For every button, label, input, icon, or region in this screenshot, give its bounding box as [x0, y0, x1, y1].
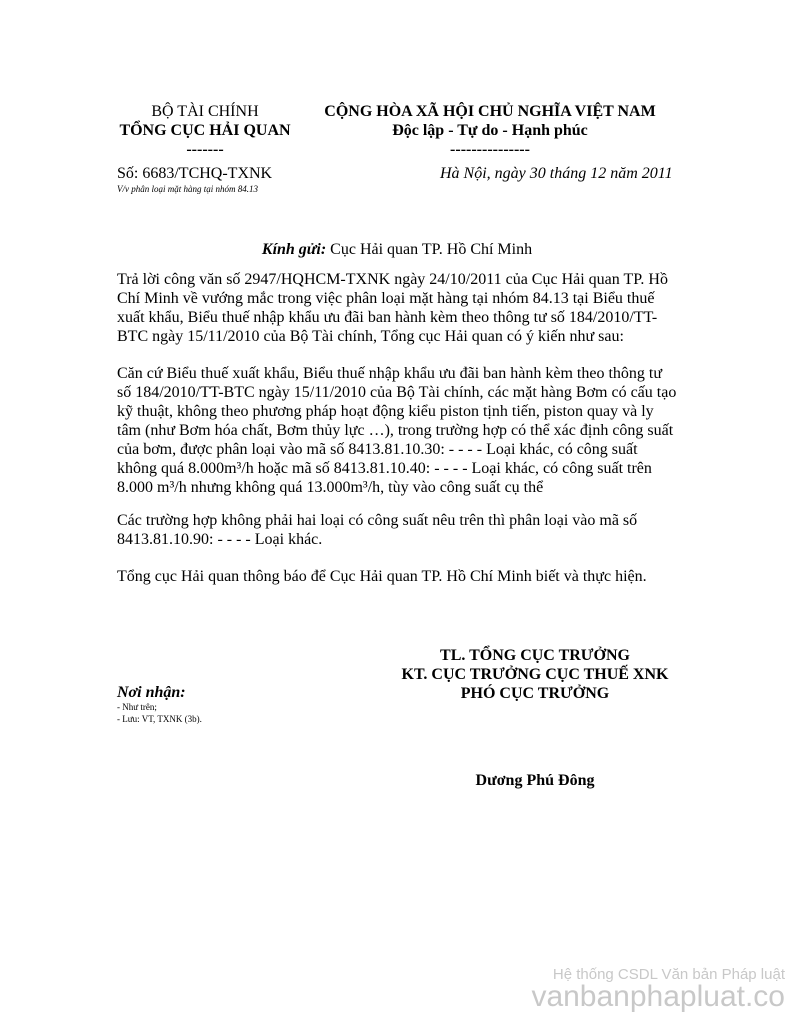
national-motto: Độc lập - Tự do - Hạnh phúc [392, 122, 588, 139]
watermark-line-2: vanbanphapluat.co [531, 980, 785, 1013]
issuer-block [100, 102, 310, 159]
body-paragraph-1: Trả lời công văn số 2947/HQHCM-TXNK ngày 24/10/2011 của Cục Hải quan TP. Hồ Chí Minh về vướng mắc trong việc phân loại mặt hàng tại nhóm 84.13 tại Biểu thuế xuất khẩu, Biểu thuế nhập khẩu ưu đãi ban hành kèm theo thông tư số 184/2010/TT-BTC ngày 15/11/2010 của Bộ Tài chính, Tổng cục Hải quan có ý kiến như sau: [117, 271, 668, 345]
recipient-name: Cục Hải quan TP. Hồ Chí Minh [326, 241, 533, 258]
signature-line-1: TL. TỔNG CỤC TRƯỞNG [440, 647, 630, 664]
place-date: Hà Nội, ngày 30 tháng 12 năm 2011 [440, 165, 673, 182]
recipients-item: - Như trên; [117, 702, 157, 712]
signature-block [385, 646, 685, 703]
body-paragraph-2: Căn cứ Biểu thuế xuất khẩu, Biểu thuế nhập khẩu ưu đãi ban hành kèm theo thông tư số 184/2010/TT-BTC ngày 15/11/2010 của Bộ Tài chính, các mặt hàng Bơm có cấu tạo kỹ thuật, không theo phương pháp hoạt động kiểu piston tịnh tiến, piston quay và ly tâm (như Bơm hóa chất, Bơm thủy lực …), trong trường hợp có thể xác định công suất của bơm, được phân loại vào mã số 8413.81.10.30: - - - - Loại khác, có công suất không quá 8.000m³/h hoặc mã số 8413.81.10.40: - - - - Loại khác, có công suất trên 8.000 m³/h nhưng không quá 13.000m³/h, tùy vào công suất cụ thể [117, 365, 677, 496]
recipient-label: Kính gửi: [261, 241, 327, 258]
watermark-line-1: Hệ thống CSDL Văn bản Pháp luật [552, 966, 785, 983]
signature-line-2: KT. CỤC TRƯỞNG CỤC THUẾ XNK [401, 666, 669, 683]
recipients-title: Nơi nhận: [117, 684, 186, 701]
signer-name: Dương Phú Đông [475, 772, 595, 789]
body-paragraph-4: Tổng cục Hải quan thông báo để Cục Hải quan TP. Hồ Chí Minh biết và thực hiện. [117, 568, 647, 585]
body-paragraph-3: Các trường hợp không phải hai loại có công suất nêu trên thì phân loại vào mã số 8413.81.10.90: - - - - Loại khác. [117, 512, 638, 548]
motto-rule: --------------- [450, 141, 530, 158]
country-name: CỘNG HÒA XÃ HỘI CHỦ NGHĨA VIỆT NAM [324, 103, 656, 120]
signature-line-3: PHÓ CỤC TRƯỞNG [460, 685, 610, 702]
department-name: TỔNG CỤC HẢI QUAN [119, 122, 291, 139]
recipient-line [117, 240, 677, 260]
document-subject: V/v phân loại mặt hàng tại nhóm 84.13 [117, 184, 258, 194]
recipients-item: - Lưu: VT, TXNK (3b). [117, 714, 202, 724]
document-number: Số: 6683/TCHQ-TXNK [117, 165, 273, 182]
national-title-block [305, 102, 675, 159]
ministry-name: BỘ TÀI CHÍNH [151, 103, 259, 120]
issuer-rule: ------- [186, 141, 224, 158]
